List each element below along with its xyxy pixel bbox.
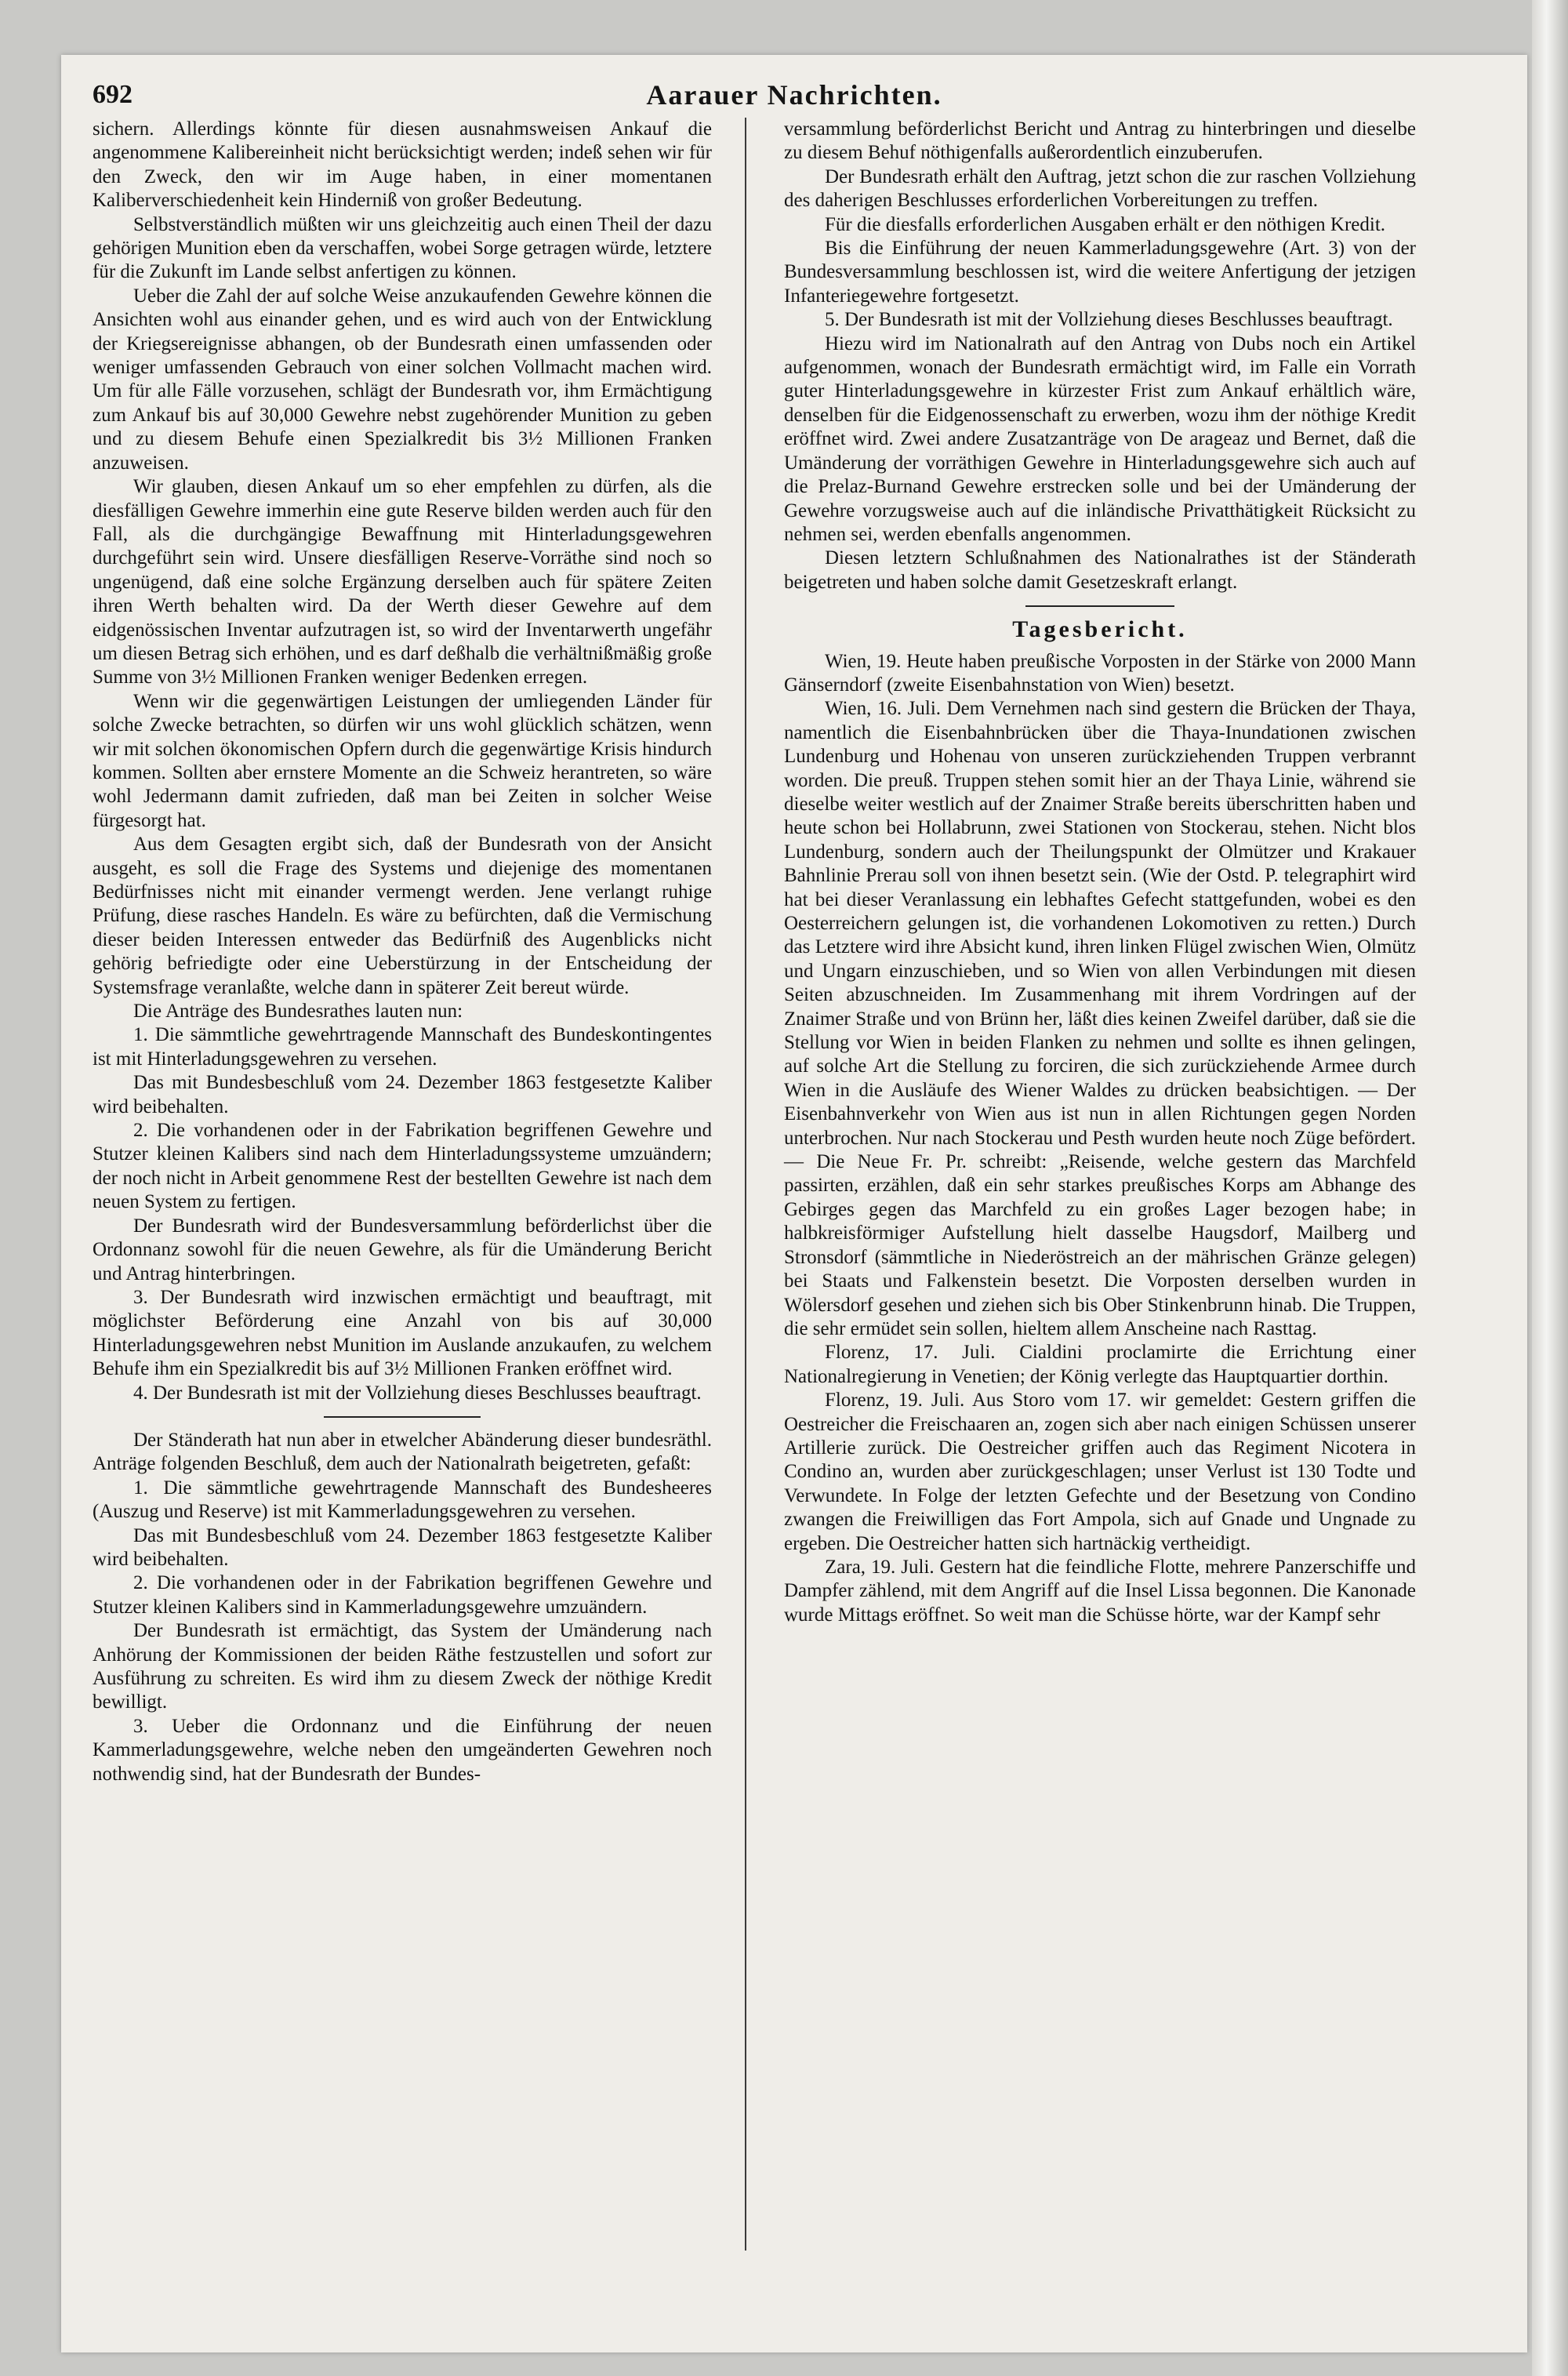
scan-edge xyxy=(1532,0,1568,2376)
report-paragraph: Florenz, 17. Juli. Cialdini proclamirte die Errichtung einer Nationalregierung in Venetien; der König verlegte das Hauptquartier dorthin. xyxy=(784,1342,1416,1387)
paragraph: Der Bundesrath erhält den Auftrag, jetzt schon die zur raschen Vollziehung des daherigen Beschlusses erforderlichen Vorbereitungen zu treffen. xyxy=(784,165,1416,212)
newspaper-title: Aarauer Nachrichten. xyxy=(646,79,942,111)
paragraph: Diesen letztern Schlußnahmen des Nationalrathes ist der Ständerath beigetreten und haben solche damit Gesetzeskraft erlangt. xyxy=(784,547,1416,593)
paragraph: Die Anträge des Bundesrathes lauten nun: xyxy=(133,1001,463,1023)
paragraph: 4. Der Bundesrath ist mit der Vollziehung dieses Beschlusses beauftragt. xyxy=(133,1382,702,1404)
paragraph: 1. Die sämmtliche gewehrtragende Mannschaft des Bundesheeres (Auszug und Reserve) ist mit Kammerladungsgewehren zu versehen. xyxy=(93,1477,712,1523)
paragraph: Hiezu wird im Nationalrath auf den Antrag von Dubs noch ein Artikel aufgenommen, wonach der Bundesrath ermächtigt wird, im Falle ein Vorrath guter Hinterladungsgewehre in kürzester Frist zum Ankauf erhältlich wäre, denselben für die Eidgenossenschaft zu erwerben, wozu ihm der nöthige Kredit eröffnet wird. Zwei andere Zusatzanträge von De arageaz und Bernet, daß die Umänderung der vorräthigen Gewehre in Hinterladungsgewehre sich auch auf die Prelaz-Burnand Gewehre erstrecken solle und bei der Umänderung der Gewehre vorzugsweise auch auf die inländische Privatthätigkeit Rücksicht zu nehmen sei, werden ebenfalls angenommen. xyxy=(784,332,1416,545)
paragraph: 2. Die vorhandenen oder in der Fabrikation begriffenen Gewehre und Stutzer kleinen Kalibers sind nach dem Hinterladungssysteme umzuändern; der noch nicht in Arbeit genommene Rest der bestellten Gewehre ist nach dem neuen System zu fertigen. xyxy=(93,1120,712,1213)
paragraph: 1. Die sämmtliche gewehrtragende Mannschaft des Bundeskontingentes ist mit Hinterladungsgewehren zu versehen. xyxy=(93,1024,712,1070)
report-paragraph: Wien, 19. Heute haben preußische Vorposten in der Stärke von 2000 Mann Gänserndorf (zweite Eisenbahnstation von Wien) besetzt. xyxy=(784,650,1416,696)
paragraph: Der Bundesrath wird der Bundesversammlung beförderlichst über die Ordonnanz sowohl für die neuen Gewehre, als für die Umänderung Bericht und Antrag hinterbringen. xyxy=(93,1215,712,1284)
paragraph: 3. Ueber die Ordonnanz und die Einführung der neuen Kammerladungsgewehre, welche neben den umgeänderten Gewehren noch nothwendig sind, hat der Bundesrath der Bundes- xyxy=(93,1715,712,1785)
masthead xyxy=(93,78,1496,116)
left-column xyxy=(93,118,712,2313)
page-number: 692 xyxy=(93,80,132,109)
section-rule xyxy=(1025,605,1174,607)
paragraph: 3. Der Bundesrath wird inzwischen ermächtigt und beauftragt, mit möglichster Beförderung eine Anzahl von bis auf 30,000 Hinterladungsgewehren nebst Munition im Auslande anzukaufen, zu welchem Behufe ihm ein Spezialkredit bis auf 3½ Millionen Franken eröffnet wird. xyxy=(93,1286,712,1380)
paragraph: Der Ständerath hat nun aber in etwelcher Abänderung dieser bundesräthl. Anträge folgenden Beschluß, dem auch der Nationalrath beigetreten, gefaßt: xyxy=(93,1429,712,1475)
paragraph: Ueber die Zahl der auf solche Weise anzukaufenden Gewehre können die Ansichten wohl aus einander gehen, und es wird auch von der Entwicklung der Kriegsereignisse abhangen, ob der Bundesrath einen umfassenden oder weniger umfassenden Gebrauch von einer solchen Vollmacht machen wird. Um für alle Fälle vorzusehen, schlägt der Bundesrath vor, ihm Ermächtigung zum Ankauf bis auf 30,000 Gewehre nebst zugehörender Munition zu geben und zu diesem Behufe einen Spezialkredit bis 3½ Millionen Franken anzuweisen. xyxy=(93,285,712,474)
paragraph: 2. Die vorhandenen oder in der Fabrikation begriffenen Gewehre und Stutzer kleinen Kalibers sind in Kammerladungsgewehre umzuändern. xyxy=(93,1572,712,1618)
right-column xyxy=(784,118,1416,2313)
paragraph: Der Bundesrath ist ermächtigt, das System der Umänderung nach Anhörung der Kommissionen der beiden Räthe festzustellen und sofort zur Ausführung zu schreiten. Es wird ihm zu diesem Zweck der nöthige Kredit bewilligt. xyxy=(93,1620,712,1713)
paragraph: Wir glauben, diesen Ankauf um so eher empfehlen zu dürfen, als die diesfälligen Gewehre immerhin eine gute Reserve bilden werden auch für den Fall, als die durchgängige Bewaffnung mit Hinterladungsgewehren durchgeführt sein wird. Unsere diesfälligen Reserve-Vorräthe sind noch so ungenügend, daß eine solche Ergänzung derselben auch für spätere Zeiten ihren Werth behalten wird. Da der Werth dieser Gewehre auf dem eidgenössischen Inventar aufzutragen ist, so wird der Inventarwerth ungefähr um diesen Betrag sich erhöhen, und es darf deßhalb die verhältnißmäßig große Summe von 3½ Millionen Franken weniger Bedenken erregen. xyxy=(93,476,712,688)
section-rule xyxy=(324,1416,481,1418)
column-divider xyxy=(745,118,746,2251)
paragraph: sichern. Allerdings könnte für diesen ausnahmsweisen Ankauf die angenommene Kalibereinheit nicht berücksichtigt werden; indeß sehen wir für den Zweck, den wir im Auge haben, in einer momentanen Kaliberverschiedenheit kein Hinderniß von großer Bedeutung. xyxy=(93,118,712,212)
paragraph: Aus dem Gesagten ergibt sich, daß der Bundesrath von der Ansicht ausgeht, es soll die Frage des Systems und diejenige des momentanen Bedürfnisses nicht mit einander vermengt werden. Jene verlangt ruhige Prüfung, diese rasches Handeln. Es wäre zu befürchten, daß die Vermischung dieser beiden Interessen entweder das Bedürfniß des Augenblicks nicht gehörig befriedigte oder eine Ueberstürzung in der Entscheidung der Systemsfrage veranlaßte, welche dann in späterer Zeit bereut würde. xyxy=(93,834,712,998)
report-paragraph: Florenz, 19. Juli. Aus Storo vom 17. wir gemeldet: Gestern griffen die Oestreicher die Freischaaren an, zogen sich aber nach einigen Schüssen unserer Artillerie zurück. Die Oestreicher griffen auch das Regiment Nicotera in Condino an, wurden aber zurückgeschlagen; unser Verlust ist 130 Todte und Verwundete. In Folge der letzten Gefechte und der Besetzung von Condino zwangen die Freiwilligen das Fort Ampola, sich auf Gnade und Ungnade zu ergeben. Die Oestreicher hatten sich hartnäckig vertheidigt. xyxy=(784,1390,1416,1554)
paragraph: Wenn wir die gegenwärtigen Leistungen der umliegenden Länder für solche Zwecke betrachten, so dürfen wir uns wohl glücklich schätzen, wenn wir mit solchen ökonomischen Opfern durch die gegenwärtige Krisis hindurch kommen. Sollten aber ernstere Momente an die Schweiz herantreten, so wäre wohl Jedermann damit zufrieden, daß man bei Zeiten in solcher Weise fürgesorgt hat. xyxy=(93,690,712,831)
paragraph: 5. Der Bundesrath ist mit der Vollziehung dieses Beschlusses beauftragt. xyxy=(825,309,1393,331)
paragraph: Das mit Bundesbeschluß vom 24. Dezember 1863 festgesetzte Kaliber wird beibehalten. xyxy=(93,1524,712,1570)
paragraph: Für die diesfalls erforderlichen Ausgaben erhält er den nöthigen Kredit. xyxy=(825,213,1386,235)
report-paragraph: Wien, 16. Juli. Dem Vernehmen nach sind gestern die Brücken der Thaya, namentlich die Eisenbahnbrücken über die Thaya-Inundationen zwischen Lundenburg und Hohenau von unseren zurückziehenden Truppen verbrannt worden. Die preuß. Truppen stehen somit hier an der Thaya Linie, während sie dieselbe weiter westlich auf der Znaimer Straße bereits überschritten haben und heute schon bei Hollabrunn, zwei Stationen von Stockerau, stehen. Nicht blos Lundenburg, sondern auch der Theilungspunkt der Olmützer und Krakauer Bahnlinie Prerau soll von ihnen besetzt sein. (Wie der Ostd. P. telegraphirt wird hat bei dieser Veranlassung ein lebhaftes Gefecht stattgefunden, wobei es den Oesterreichern gelungen ist, die vorhandenen Lokomotiven zu retten.) Durch das Letztere wird ihre Absicht kund, ihren linken Flügel zwischen Wien, Olmütz und Ungarn einzuschieben, und so Wien von allen Verbindungen mit diesen Seiten abzuschneiden. Im Zusammenhang mit ihrem Vordringen auf der Znaimer Straße und von Brünn her, läßt dies keinen Zweifel darüber, daß sie die Stellung vor Wien in beiden Flanken zu nehmen und sollte es ihnen gelingen, auf solche Art die Stellung zu forciren, die sich zurückziehende Armee durch Wien in die Ausläufe des Wiener Waldes zu drücken beabsichtigen. — Der Eisenbahnverkehr von Wien aus ist nun in allen Richtungen gegen Norden unterbrochen. Nur nach Stockerau und Pesth wurden heute noch Züge befördert. — Die Neue Fr. Pr. schreibt: „Reisende, welche gestern das Marchfeld passirten, erzählen, daß ein sehr starkes preußisches Korps am Abhange des Gebirges gegen das Marchfeld zu ein großes Lager bezogen habe; in halbkreisförmiger Aufstellung hielt dasselbe Haugsdorf, Mailberg und Stronsdorf (sämmtliche in Niederöstreich an der mährischen Gränze gelegen) bei Staats und Falkenstein besetzt. Die Vorposten derselben wurden in Wölersdorf gesehen und ziehen sich bis Ober Stinkenbrunn hinab. Die Truppen, die sehr ermüdet sein sollen, hieltem allem Anscheine nach Rasttag. xyxy=(784,698,1416,1339)
paragraph: versammlung beförderlichst Bericht und Antrag zu hinterbringen und dieselbe zu diesem Behuf nöthigenfalls außerordentlich einzuberufen. xyxy=(784,118,1416,164)
section-heading: Tagesbericht. xyxy=(1012,616,1188,643)
report-paragraph: Zara, 19. Juli. Gestern hat die feindliche Flotte, mehrere Panzerschiffe und Dampfer zählend, mit dem Angriff auf die Insel Lissa begonnen. Die Kanonade wurde Mittags eröffnet. So weit man die Schüsse hörte, war der Kampf sehr xyxy=(784,1556,1416,1626)
paragraph: Bis die Einführung der neuen Kammerladungsgewehre (Art. 3) von der Bundesversammlung beschlossen ist, wird die weitere Anfertigung der jetzigen Infanteriegewehre fortgesetzt. xyxy=(784,238,1416,307)
paragraph: Das mit Bundesbeschluß vom 24. Dezember 1863 festgesetzte Kaliber wird beibehalten. xyxy=(93,1072,712,1117)
paragraph: Selbstverständlich müßten wir uns gleichzeitig auch einen Theil der dazu gehörigen Munition eben da verschaffen, wobei Sorge getragen würde, letztere für die Zukunft im Lande selbst anfertigen zu können. xyxy=(93,213,712,283)
